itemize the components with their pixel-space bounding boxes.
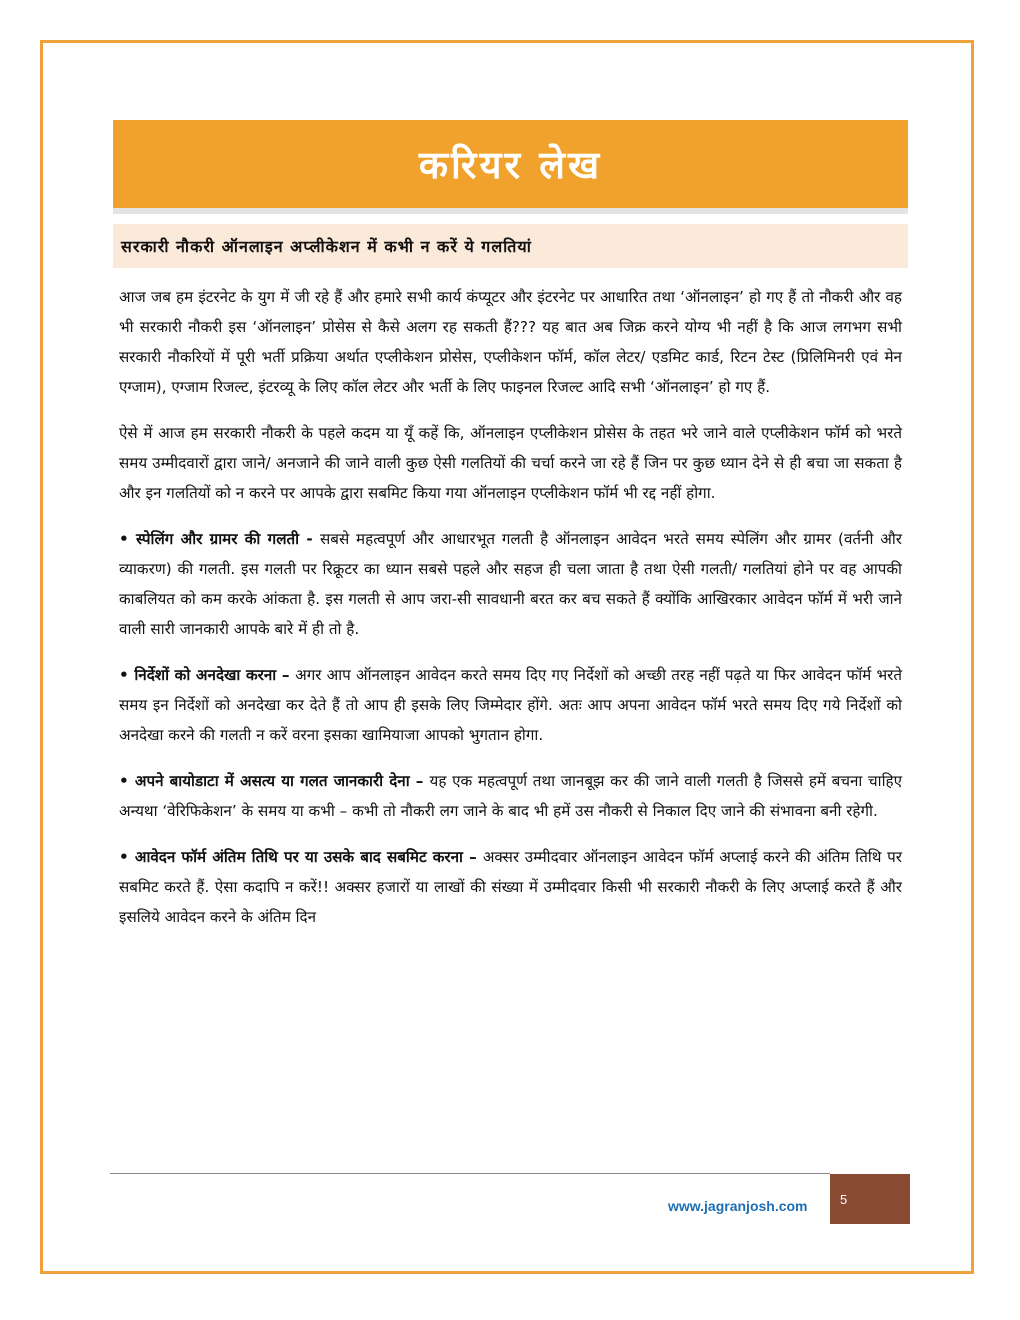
page-number-box xyxy=(830,1174,910,1224)
article-title: सरकारी नौकरी ऑनलाइन अप्लीकेशन में कभी न करें ये गलतियां xyxy=(121,237,532,256)
point-false-information xyxy=(119,766,902,826)
point-last-date-submission xyxy=(119,842,902,932)
point-text: सबसे महत्वपूर्ण और आधारभूत गलती है ऑनलाइन आवेदन भरते समय स्पेलिंग और ग्रामर (वर्तनी और व्याकरण) की गलती. इस गलती पर रिक्रूटर का ध्यान सबसे पहले और सहज ही चला जाता है तथा ऐसी गलती/ गलतियां होने पर वह आपकी काबलियत को कम करके आंकता है. इस गलती से आप जरा-सी सावधानी बरत कर बच सकते हैं क्योंकि आखिरकार आवेदन फॉर्म में भरी जाने वाली सारी जानकारी आपके बारे में ही तो है. xyxy=(119,530,902,638)
point-text: यह एक महत्वपूर्ण तथा जानबूझ कर की जाने वाली गलती है जिससे हमें बचना चाहिए अन्यथा ‘वेरिफिकेशन’ के समय या कभी – कभी तो नौकरी लग जाने के बाद भी हमें उस नौकरी से निकाल दिए जाने की संभावना बनी रहेगी. xyxy=(119,772,903,820)
header-banner xyxy=(113,120,908,208)
paragraph-text: ऐसे में आज हम सरकारी नौकरी के पहले कदम या यूँ कहें कि, ऑनलाइन एप्लीकेशन प्रोसेस के तहत भरे जाने वाले एप्लीकेशन फॉर्म को भरते समय उम्मीदवारों द्वारा जाने/ अनजाने की जाने वाली कुछ ऐसी गलतियों की चर्चा करने जा रहे हैं जिन पर कुछ ध्यान देने से ही बचा जा सकता है और इन गलतियों को न करने पर आपके द्वारा सबमिट किया गया ऑनलाइन एप्लीकेशन फॉर्म भी रद्द नहीं होगा. xyxy=(119,424,902,502)
point-heading: • आवेदन फॉर्म अंतिम तिथि पर या उसके बाद सबमिट करना – xyxy=(119,848,483,866)
website-link[interactable]: www.jagranjosh.com xyxy=(668,1198,808,1214)
paragraph-context xyxy=(119,418,902,508)
article-body xyxy=(119,282,902,948)
point-text: अगर आप ऑनलाइन आवेदन करते समय दिए गए निर्देशों को अच्छी तरह नहीं पढ़ते या फिर आवेदन फॉर्म भरते समय इन निर्देशों को अनदेखा कर देते हैं तो आप ही इसके लिए जिम्मेदार होंगे. अतः आप अपना आवेदन फॉर्म भरते समय दिए गये निर्देशों को अनदेखा करने की गलती न करें वरना इसका खामियाजा आपको भुगतान होगा. xyxy=(119,666,902,744)
point-text: अक्सर उम्मीदवार ऑनलाइन आवेदन फॉर्म अप्लाई करने की अंतिम तिथि पर सबमिट करते हैं. ऐसा कदापि न करें!! अक्सर हजारों या लाखों की संख्या में उम्मीदवार किसी भी सरकारी नौकरी के लिए अप्लाई करते हैं और इसलिये आवेदन करने के अंतिम दिन xyxy=(119,848,902,926)
footer-divider xyxy=(110,1173,830,1174)
paragraph-text: आज जब हम इंटरनेट के युग में जी रहे हैं और हमारे सभी कार्य कंप्यूटर और इंटरनेट पर आधारित तथा ‘ऑनलाइन’ हो गए हैं तो नौकरी और वह भी सरकारी नौकरी इस ‘ऑनलाइन’ प्रोसेस से कैसे अलग रह सकती हैं??? यह बात अब जिक्र करने योग्य भी नहीं है कि आज लगभग सभी सरकारी नौकरियों में पूरी भर्ती प्रक्रिया अर्थात एप्लीकेशन प्रोसेस, एप्लीकेशन फॉर्म, कॉल लेटर/ एडमिट कार्ड, रिटन टेस्ट (प्रिलिमिनरी एवं मेन एग्जाम), एग्जाम रिजल्ट, इंटरव्यू के लिए कॉल लेटर और भर्ती के लिए फाइनल रिजल्ट आदि सभी ‘ऑनलाइन’ हो गए हैं. xyxy=(119,288,902,396)
point-heading: • निर्देशों को अनदेखा करना – xyxy=(119,666,296,684)
paragraph-intro xyxy=(119,282,902,402)
point-spelling-grammar xyxy=(119,524,902,644)
page-title: करियर लेख xyxy=(418,143,603,187)
point-ignoring-instructions xyxy=(119,660,902,750)
page-number: 5 xyxy=(840,1191,848,1207)
article-subheading xyxy=(113,224,908,268)
point-heading: • अपने बायोडाटा में असत्य या गलत जानकारी देना – xyxy=(119,772,430,790)
point-heading: • स्पेलिंग और ग्रामर की गलती - xyxy=(119,530,320,548)
